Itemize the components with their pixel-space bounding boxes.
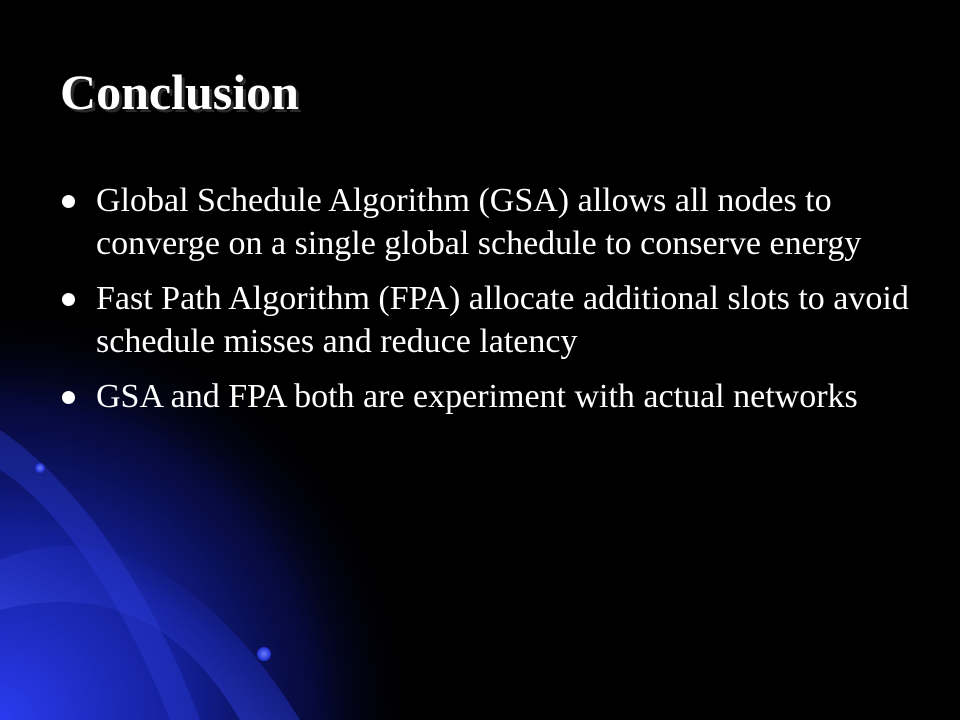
- bullet-item: [62, 179, 922, 265]
- bullet-item: [62, 277, 922, 363]
- decor-dot-small: [35, 463, 45, 473]
- slide-title: Conclusion: [60, 64, 299, 120]
- bullet-text: GSA and FPA both are experiment with actual networks: [96, 378, 858, 415]
- bullet-list: [62, 179, 922, 430]
- bullet-text: Fast Path Algorithm (FPA) allocate additional slots to avoid schedule misses and reduce latency: [96, 280, 909, 360]
- bullet-dot-icon: [62, 391, 75, 404]
- bullet-text: Global Schedule Algorithm (GSA) allows all nodes to converge on a single global schedule to conserve energy: [96, 182, 862, 262]
- bullet-item: [62, 375, 922, 418]
- decor-dot-large: [257, 647, 271, 661]
- bullet-dot-icon: [62, 293, 75, 306]
- bullet-dot-icon: [62, 195, 75, 208]
